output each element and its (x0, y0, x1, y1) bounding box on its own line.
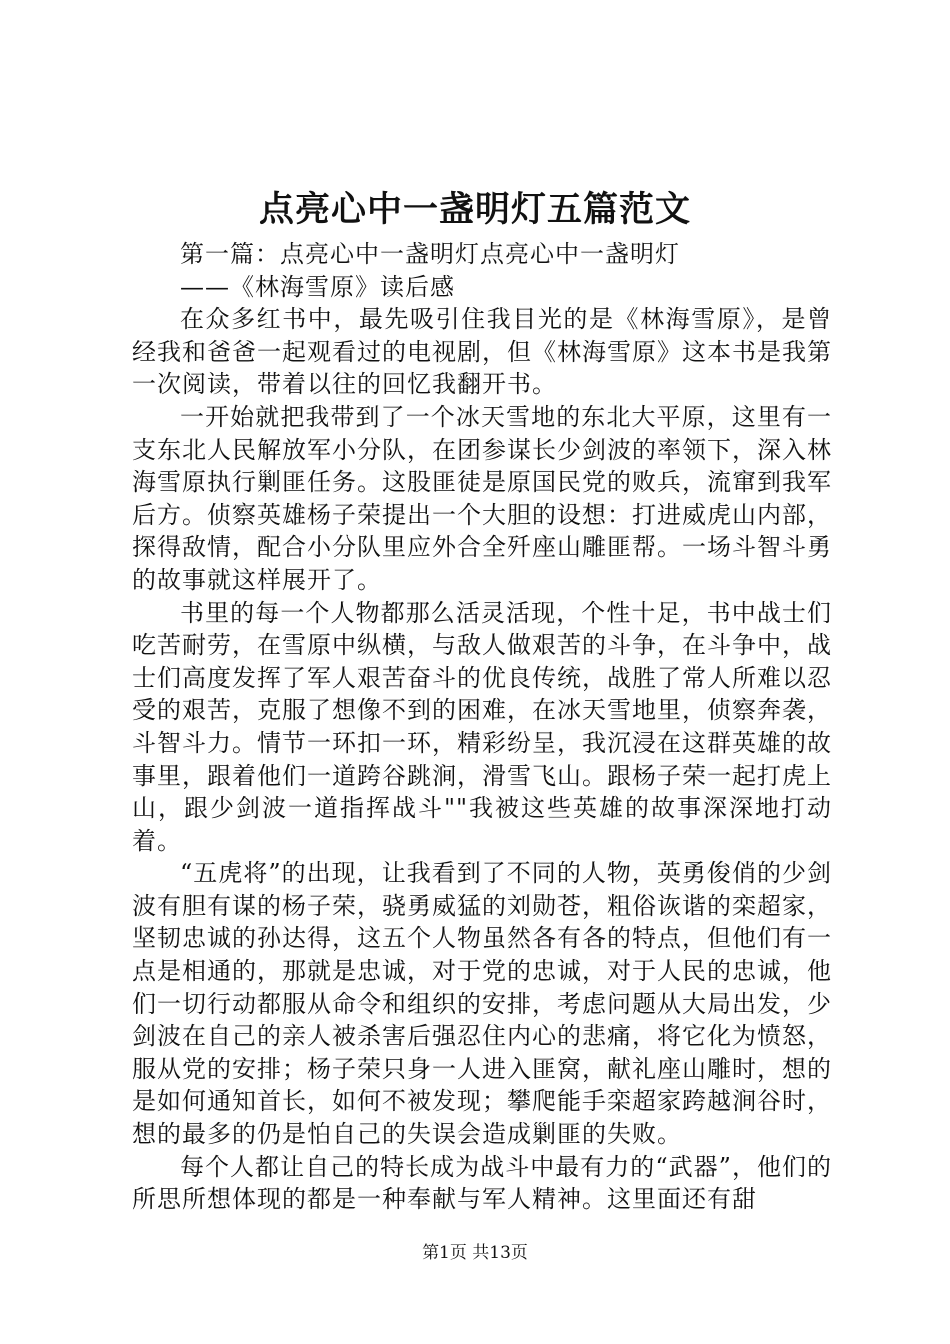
paragraph: 在众多红书中，最先吸引住我目光的是《林海雪原》，是曾经我和爸爸一起观看过的电视剧，但《林海雪原》这本书是我第一次阅读，带着以往的回忆我翻开书。 (132, 305, 832, 399)
paragraph: 一开始就把我带到了一个冰天雪地的东北大平原，这里有一支东北人民解放军小分队，在团参谋长少剑波的率领下，深入林海雪原执行剿匪任务。这股匪徒是原国民党的败兵，流窜到我军后方。侦察英雄杨子荣提出一个大胆的设想：打进威虎山内部，探得敌情，配合小分队里应外合全歼座山雕匪帮。一场斗智斗勇的故事就这样展开了。 (132, 402, 832, 594)
document-body (132, 238, 832, 1216)
subtitle-line-1: 第一篇：点亮心中一盏明灯点亮心中一盏明灯 (180, 240, 680, 268)
paragraph: 每个人都让自己的特长成为战斗中最有力的“武器”，他们的所思所想体现的都是一种奉献与军人精神。这里面还有甜 (132, 1152, 832, 1214)
paragraph: 书里的每一个人物都那么活灵活现，个性十足，书中战士们吃苦耐劳，在雪原中纵横，与敌人做艰苦的斗争，在斗争中，战士们高度发挥了军人艰苦奋斗的优良传统，战胜了常人所难以忍受的艰苦，克服了想像不到的困难，在冰天雪地里，侦察奔袭，斗智斗力。情节一环扣一环，精彩纷呈，我沉浸在这群英雄的故事里，跟着他们一道跨谷跳涧，滑雪飞山。跟杨子荣一起打虎上山，跟少剑波一道指挥战斗""我被这些英雄的故事深深地打动着。 (132, 598, 832, 855)
page-footer: 第1页 共13页 (422, 1243, 528, 1263)
subtitle-line-2: ——《林海雪原》读后感 (180, 272, 455, 301)
paragraph: “五虎将”的出现，让我看到了不同的人物，英勇俊俏的少剑波有胆有谋的杨子荣，骁勇威猛的刘勋苍，粗俗诙谐的栾超家，坚韧忠诚的孙达得，这五个人物虽然各有各的特点，但他们有一点是相通的，那就是忠诚，对于党的忠诚，对于人民的忠诚，他们一切行动都服从命令和组织的安排，考虑问题从大局出发，少剑波在自己的亲人被杀害后强忍住内心的悲痛，将它化为愤怒，服从党的安排；杨子荣只身一人进入匪窝，献礼座山雕时，想的是如何通知首长，如何不被发现；攀爬能手栾超家跨越涧谷时，想的最多的仍是怕自己的失误会造成剿匪的失败。 (132, 859, 832, 1149)
document-title: 点亮心中一盏明灯五篇范文 (258, 189, 691, 230)
